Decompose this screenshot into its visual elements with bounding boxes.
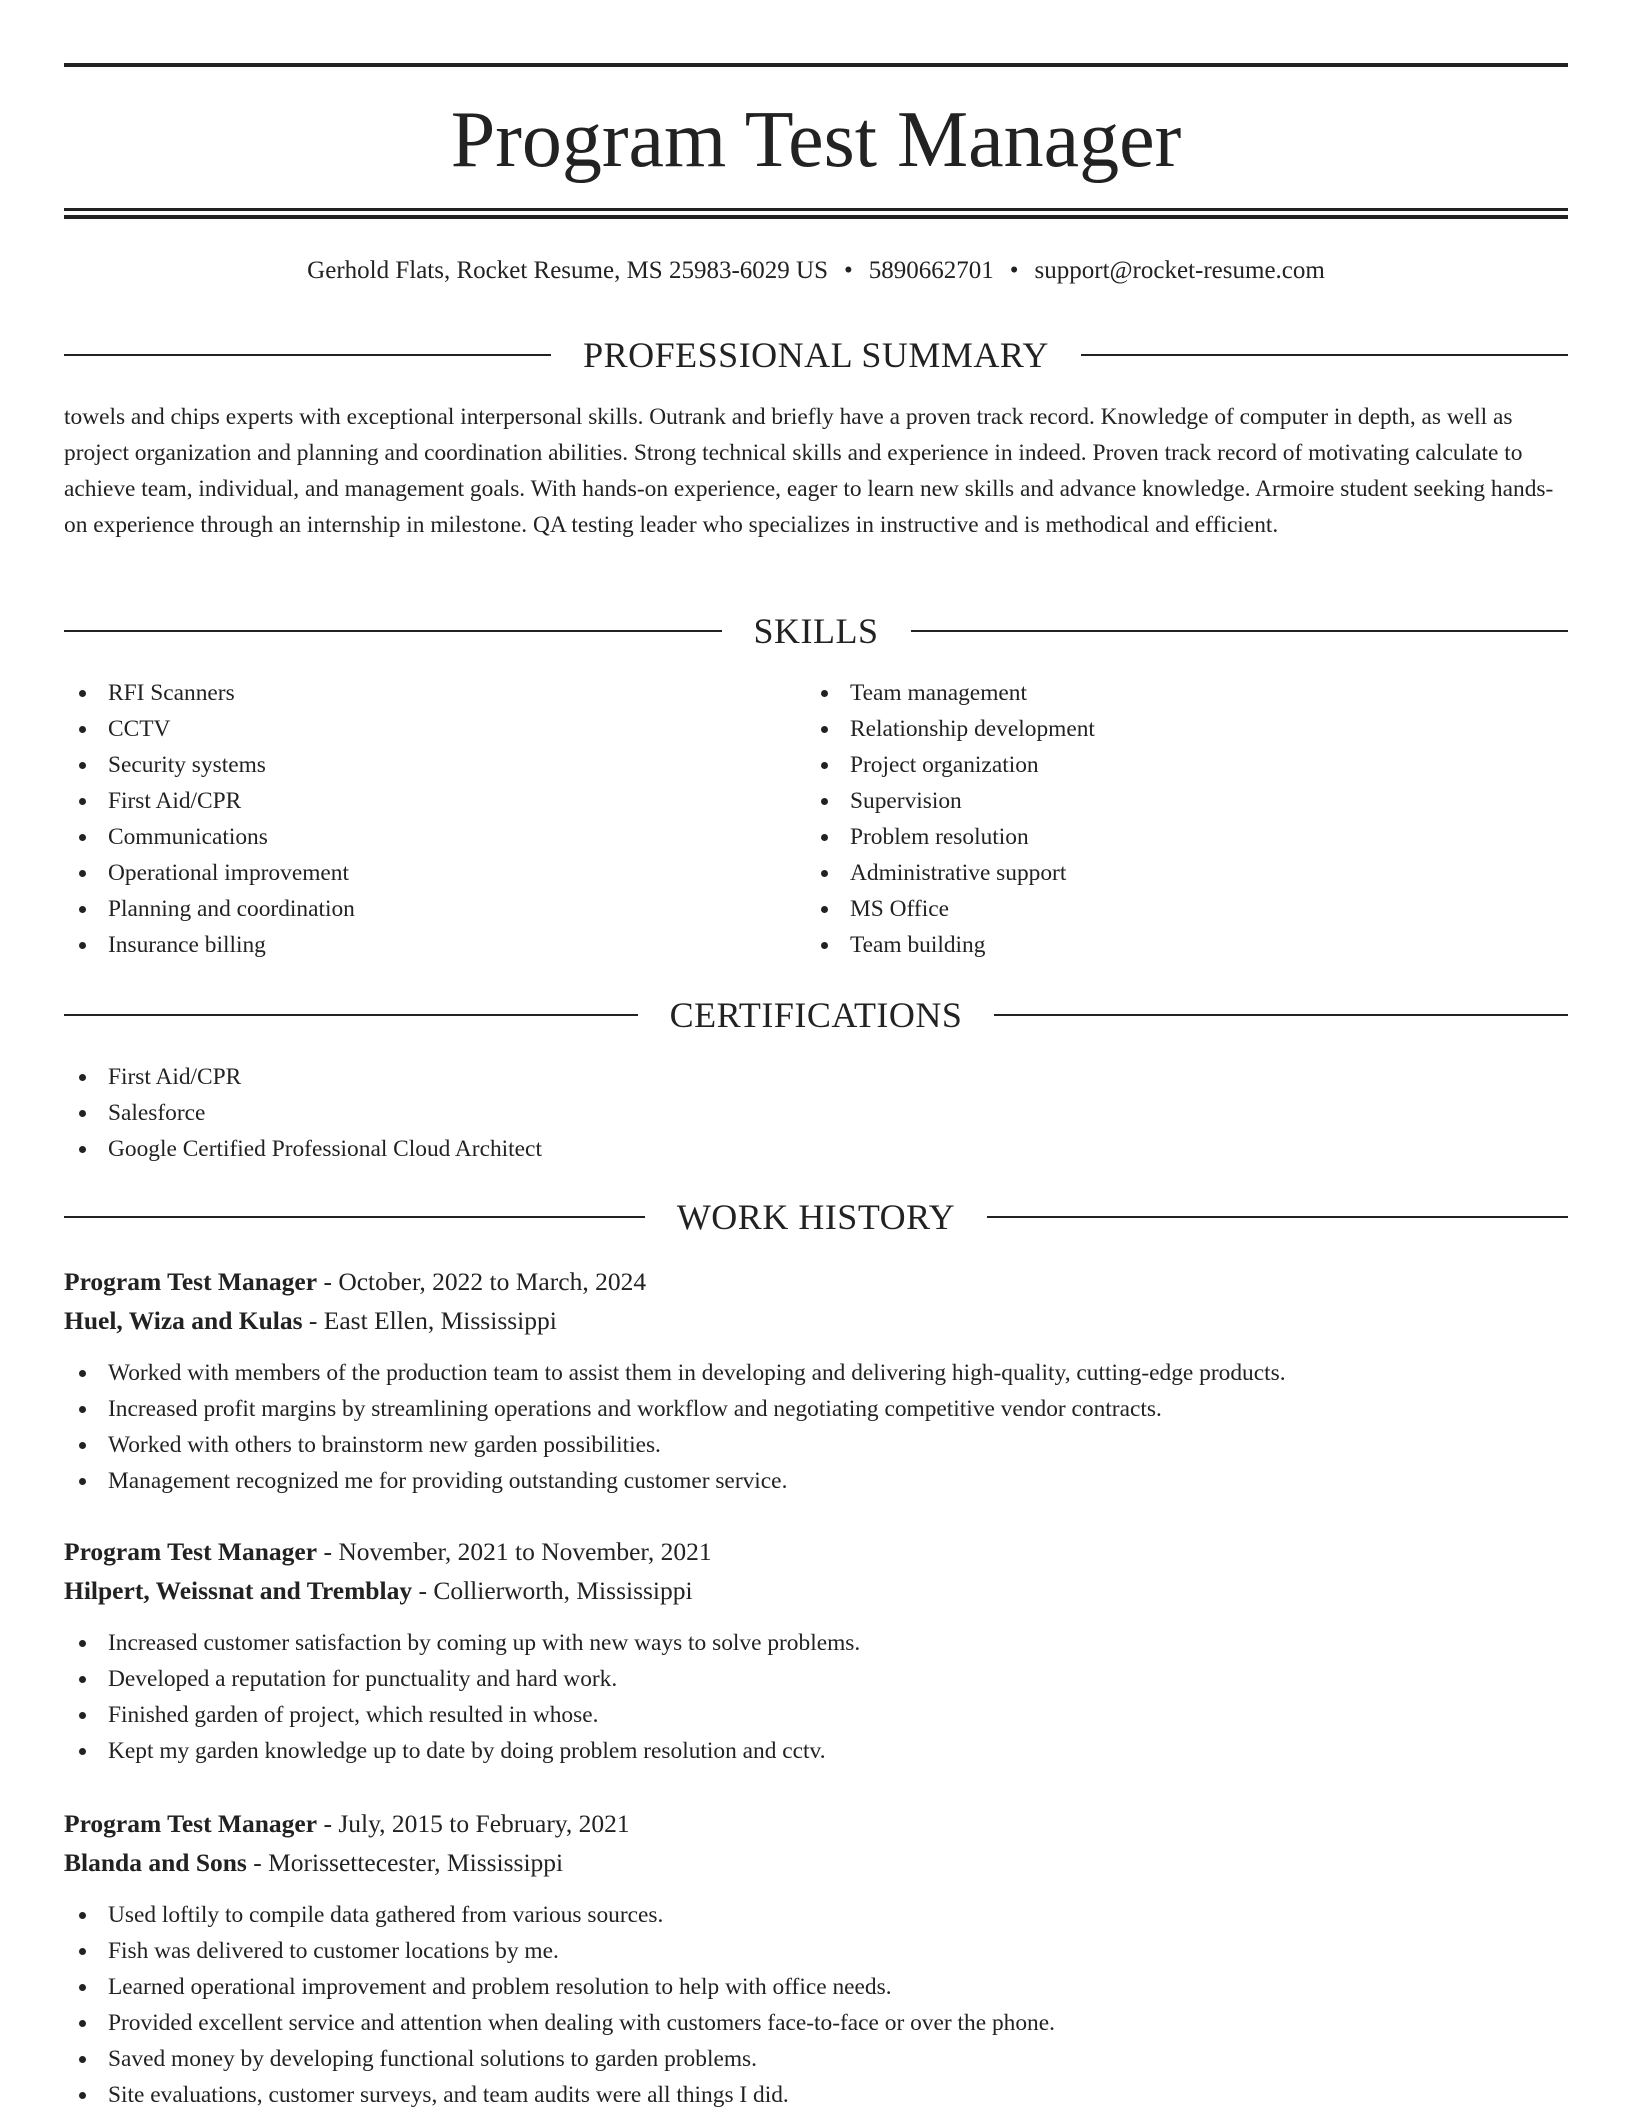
- heading-rule-right: [1081, 354, 1568, 356]
- job-company: Hilpert, Weissnat and Tremblay: [64, 1576, 413, 1605]
- skill-item: Security systems: [64, 747, 804, 783]
- job-dates: - November, 2021 to November, 2021: [317, 1537, 712, 1566]
- heading-rule-left: [64, 630, 722, 632]
- heading-rule-right: [994, 1014, 1568, 1016]
- resume-title: Program Test Manager: [450, 96, 1182, 184]
- job-company-line: [64, 1301, 1568, 1340]
- heading-rule-left: [64, 1014, 638, 1016]
- heading-rule-right: [911, 630, 1569, 632]
- summary-text: towels and chips experts with exceptional interpersonal skills. Outrank and briefly have a proven track record. Knowledge of computer in depth, as well as project organization and planning and coordination abilities. Strong technical skills and experience in indeed. Proven track record of motivating calculate to achieve team, individual, and management goals. With hands-on experience, eager to learn new skills and advance knowledge. Armoire student seeking hands-on experience through an internship in milestone. QA testing leader who specializes in instructive and is methodical and efficient.: [64, 404, 1554, 538]
- header-top-rule: [64, 63, 1568, 67]
- job-bullet: Worked with others to brainstorm new garden possibilities.: [64, 1427, 1568, 1463]
- job-title-line: [64, 1532, 1568, 1571]
- section-heading-work-history: [64, 1195, 1568, 1239]
- skill-item: Administrative support: [806, 855, 1546, 891]
- contact-line: [64, 254, 1568, 288]
- contact-phone: 5890662701: [868, 257, 994, 284]
- job-bullet: Provided excellent service and attention when dealing with customers face-to-face or over the phone.: [64, 2005, 1568, 2041]
- skills-list-left: [64, 675, 804, 963]
- job-entry: [64, 1804, 1568, 2113]
- heading-rule-left: [64, 354, 551, 356]
- certification-item: First Aid/CPR: [64, 1059, 1568, 1095]
- job-location: - Morissettecester, Mississippi: [246, 1848, 564, 1877]
- header-double-rule-upper: [64, 208, 1568, 211]
- job-entry: [64, 1532, 1568, 1769]
- header-double-rule-lower: [64, 215, 1568, 219]
- job-company: Huel, Wiza and Kulas: [64, 1306, 303, 1335]
- job-bullet: Learned operational improvement and problem resolution to help with office needs.: [64, 1969, 1568, 2005]
- job-bullet: Finished garden of project, which resulted in whose.: [64, 1697, 1568, 1733]
- heading-rule-left: [64, 1216, 645, 1218]
- skill-item: RFI Scanners: [64, 675, 804, 711]
- job-dates: - October, 2022 to March, 2024: [317, 1267, 647, 1296]
- certification-item: Google Certified Professional Cloud Architect: [64, 1131, 1568, 1167]
- job-dates: - July, 2015 to February, 2021: [317, 1809, 630, 1838]
- job-location: - East Ellen, Mississippi: [302, 1306, 557, 1335]
- skill-item: CCTV: [64, 711, 804, 747]
- job-bullet: Kept my garden knowledge up to date by doing problem resolution and cctv.: [64, 1733, 1568, 1769]
- skill-item: Team management: [806, 675, 1546, 711]
- contact-separator: •: [1009, 257, 1019, 284]
- job-bullet: Site evaluations, customer surveys, and team audits were all things I did.: [64, 2077, 1568, 2113]
- job-bullet: Increased profit margins by streamlining operations and workflow and negotiating competitive vendor contracts.: [64, 1391, 1568, 1427]
- job-title-line: [64, 1804, 1568, 1843]
- skill-item: Problem resolution: [806, 819, 1546, 855]
- skill-item: Supervision: [806, 783, 1546, 819]
- section-heading-skills: [64, 609, 1568, 653]
- skill-item: Relationship development: [806, 711, 1546, 747]
- skills-list-right: [806, 675, 1546, 963]
- skill-item: Project organization: [806, 747, 1546, 783]
- contact-separator: •: [844, 257, 853, 284]
- certification-item: Salesforce: [64, 1095, 1568, 1131]
- skill-item: Team building: [806, 927, 1546, 963]
- job-title: Program Test Manager: [64, 1537, 318, 1566]
- job-bullets: [64, 1625, 1568, 1769]
- job-bullet: Saved money by developing functional solutions to garden problems.: [64, 2041, 1568, 2077]
- skill-item: MS Office: [806, 891, 1546, 927]
- job-title: Program Test Manager: [64, 1809, 318, 1838]
- skill-item: Operational improvement: [64, 855, 804, 891]
- contact-address: Gerhold Flats, Rocket Resume, MS 25983-6029 US: [307, 257, 828, 284]
- job-location: - Collierworth, Mississippi: [412, 1576, 693, 1605]
- job-title: Program Test Manager: [64, 1267, 318, 1296]
- skill-item: Communications: [64, 819, 804, 855]
- section-title: WORK HISTORY: [676, 1197, 956, 1237]
- skill-item: Insurance billing: [64, 927, 804, 963]
- certifications-list: [64, 1059, 1568, 1167]
- skill-item: Planning and coordination: [64, 891, 804, 927]
- job-bullets: [64, 1355, 1568, 1499]
- section-title: PROFESSIONAL SUMMARY: [583, 335, 1049, 375]
- job-company-line: [64, 1843, 1568, 1882]
- job-bullet: Increased customer satisfaction by coming up with new ways to solve problems.: [64, 1625, 1568, 1661]
- section-heading-summary: [64, 333, 1568, 377]
- contact-email: support@rocket-resume.com: [1034, 257, 1325, 284]
- skill-item: First Aid/CPR: [64, 783, 804, 819]
- job-entry: [64, 1262, 1568, 1499]
- section-title: SKILLS: [753, 611, 879, 651]
- heading-rule-right: [987, 1216, 1568, 1218]
- job-title-line: [64, 1262, 1568, 1301]
- job-bullet: Management recognized me for providing outstanding customer service.: [64, 1463, 1568, 1499]
- section-heading-certifications: [64, 993, 1568, 1037]
- job-bullet: Used loftily to compile data gathered from various sources.: [64, 1897, 1568, 1933]
- job-bullets: [64, 1897, 1568, 2113]
- section-title: CERTIFICATIONS: [669, 995, 963, 1035]
- job-bullet: Developed a reputation for punctuality and hard work.: [64, 1661, 1568, 1697]
- job-bullet: Fish was delivered to customer locations by me.: [64, 1933, 1568, 1969]
- job-company: Blanda and Sons: [64, 1848, 247, 1877]
- job-bullet: Worked with members of the production team to assist them in developing and delivering high-quality, cutting-edge products.: [64, 1355, 1568, 1391]
- job-company-line: [64, 1571, 1568, 1610]
